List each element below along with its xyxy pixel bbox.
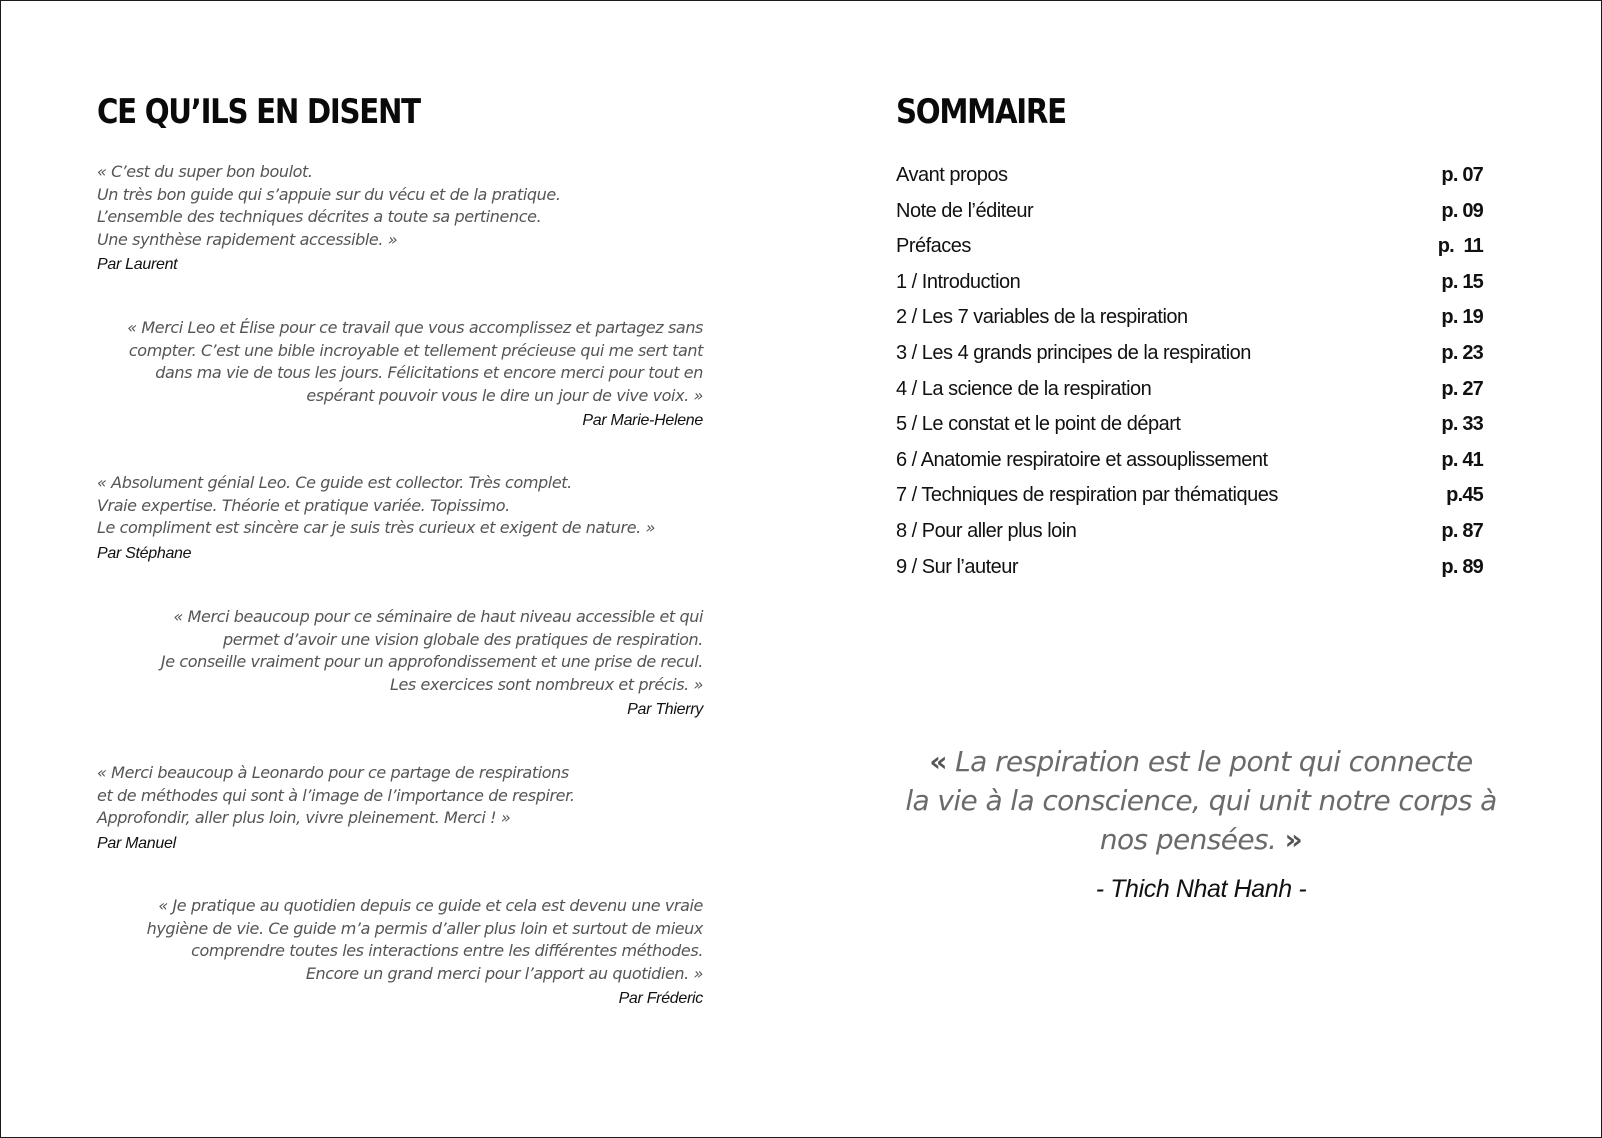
epigraph-quote: « La respiration est le pont qui connecte la vie à la conscience, qui unit notre corps à nos pensées. » — [905, 745, 1497, 856]
testimonial — [92, 895, 703, 1008]
toc-page: p. 09 — [1441, 199, 1483, 222]
testimonial — [97, 762, 707, 853]
toc-label: 6 / Anatomie respiratoire et assouplissement — [896, 448, 1268, 471]
toc-entry — [896, 556, 1483, 592]
toc-entry — [896, 306, 1483, 342]
toc-entry — [896, 164, 1483, 200]
epigraph — [841, 742, 1561, 904]
testimonial-quote: « Absolument génial Leo. Ce guide est collector. Très complet. Vraie expertise. Théorie et pratique variée. Topissimo. Le compliment est sincère car je suis très curieux et exigent de nature. » — [97, 473, 655, 538]
toc-entry — [896, 413, 1483, 449]
table-of-contents — [896, 164, 1483, 591]
testimonial — [97, 472, 707, 563]
testimonial-quote: « Merci beaucoup à Leonardo pour ce partage de respirations et de méthodes qui sont à l’image de l’importance de respirer. Approfondir, aller plus loin, vivre pleinement. Merci ! » — [97, 763, 575, 828]
toc-page: p. 87 — [1441, 519, 1483, 542]
toc-label: 3 / Les 4 grands principes de la respiration — [896, 341, 1251, 364]
toc-entry — [896, 235, 1483, 271]
toc-page: p. 27 — [1441, 377, 1483, 400]
toc-entry — [896, 449, 1483, 485]
testimonial-author: Par Fréderic — [618, 990, 703, 1008]
toc-page: p. 33 — [1441, 413, 1483, 436]
toc-label: 1 / Introduction — [896, 270, 1021, 293]
toc-entry — [896, 484, 1483, 520]
testimonial — [92, 317, 703, 430]
toc-page: p. 15 — [1441, 270, 1483, 293]
testimonial — [97, 161, 707, 274]
toc-page: p. 23 — [1441, 341, 1483, 364]
toc-label: Note de l’éditeur — [896, 199, 1034, 222]
open-quote-mark: « — [929, 745, 947, 778]
toc-entry — [896, 378, 1483, 414]
testimonial-quote: « Merci Leo et Élise pour ce travail que vous accomplissez et partagez sans compter. C’est une bible incroyable et tellement précieuse qui me sert tant dans ma vie de tous les jours. Félicitations et encore merci pour tout en espérant pouvoir vous le dire un jour de vive voix. » — [127, 318, 703, 405]
toc-label: 2 / Les 7 variables de la respiration — [896, 306, 1188, 329]
toc-page: p. 11 — [1437, 235, 1483, 258]
testimonial — [92, 606, 703, 719]
testimonial-author: Par Marie-Helene — [582, 412, 703, 430]
toc-page: p. 07 — [1441, 164, 1483, 186]
epigraph-author: - Thich Nhat Hanh - — [1095, 875, 1307, 903]
close-quote-mark: » — [1284, 823, 1303, 856]
testimonial-author: Par Thierry — [627, 701, 703, 719]
toc-entry — [896, 271, 1483, 307]
toc-page: p.45 — [1446, 484, 1483, 507]
toc-label: 8 / Pour aller plus loin — [896, 519, 1077, 542]
toc-entry — [896, 520, 1483, 556]
testimonials-title: CE QU’ILS EN DISENT — [97, 92, 420, 132]
contents-page — [801, 0, 1602, 1138]
toc-label: 4 / La science de la respiration — [896, 377, 1152, 400]
contents-title: SOMMAIRE — [896, 92, 1066, 132]
testimonial-author: Par Stéphane — [97, 544, 192, 562]
toc-label: 5 / Le constat et le point de départ — [896, 413, 1181, 436]
toc-label: Préfaces — [896, 235, 971, 258]
toc-label: 7 / Techniques de respiration par thématiques — [896, 484, 1278, 507]
toc-entry — [896, 342, 1483, 378]
testimonial-author: Par Manuel — [97, 834, 176, 852]
toc-label: Avant propos — [896, 164, 1008, 186]
toc-page: p. 89 — [1441, 555, 1483, 578]
toc-label: 9 / Sur l’auteur — [896, 555, 1019, 578]
toc-page: p. 41 — [1441, 448, 1483, 471]
toc-page: p. 19 — [1441, 306, 1483, 329]
testimonial-author: Par Laurent — [97, 256, 178, 274]
testimonial-quote: « Je pratique au quotidien depuis ce guide et cela est devenu une vraie hygiène de vie. Ce guide m’a permis d’aller plus loin et surtout de mieux comprendre toutes les interactions entre les différentes méthodes. Encore un grand merci pour l’apport au quotidien. » — [146, 896, 703, 983]
testimonial-quote: « C’est du super bon boulot. Un très bon guide qui s’appuie sur du vécu et de la pratique. L’ensemble des techniques décrites a toute sa pertinence. Une synthèse rapidement accessible. » — [97, 162, 561, 249]
toc-entry — [896, 200, 1483, 236]
testimonial-quote: « Merci beaucoup pour ce séminaire de haut niveau accessible et qui permet d’avoir une vision globale des pratiques de respiration. Je conseille vraiment pour un approfondissement et une prise de recul. Les exercices sont nombreux et précis. » — [160, 607, 703, 694]
